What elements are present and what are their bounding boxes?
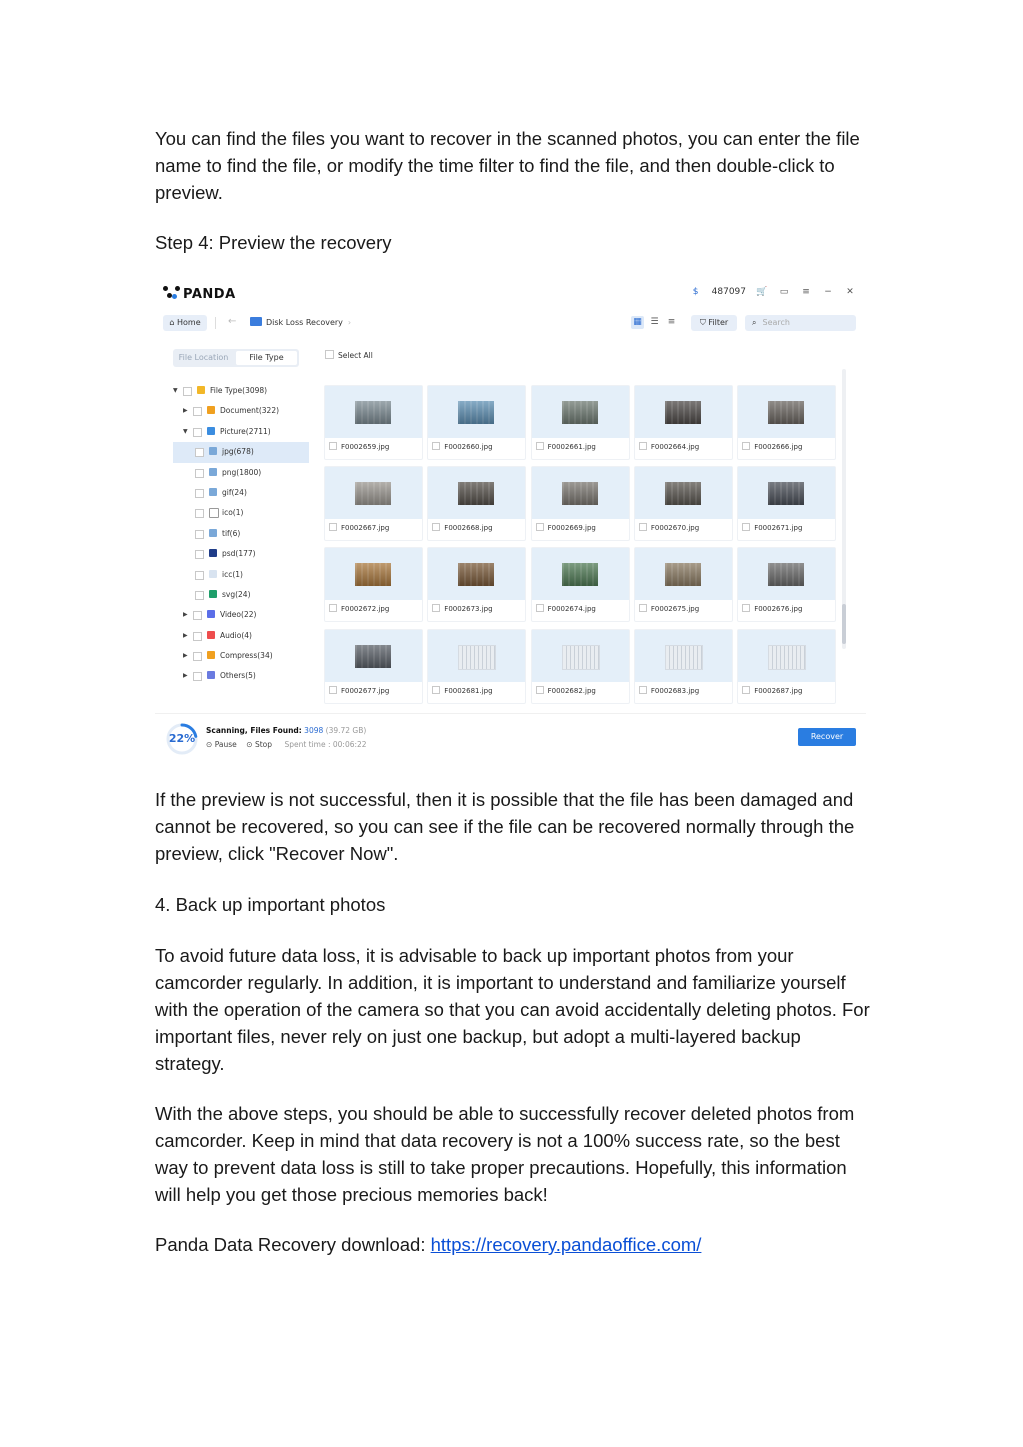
file-checkbox[interactable] (639, 686, 647, 694)
ico-icon (209, 508, 219, 518)
tab-file-type[interactable]: File Type (236, 351, 297, 365)
file-card[interactable] (737, 629, 836, 704)
file-card[interactable] (737, 385, 836, 460)
file-name: F0002674.jpg (536, 604, 596, 613)
photo-preview (665, 645, 703, 670)
tree-item-label: Others(5) (220, 671, 256, 681)
file-card[interactable] (531, 547, 630, 622)
gif-icon (209, 488, 217, 496)
file-checkbox[interactable] (639, 523, 647, 531)
file-name: F0002670.jpg (639, 523, 699, 532)
file-card[interactable] (324, 547, 423, 622)
tree-item-label: svg(24) (222, 589, 251, 599)
file-thumbnail (532, 548, 629, 600)
tree-item[interactable] (173, 666, 309, 686)
filter-label: Filter (708, 318, 729, 327)
photo-preview (768, 563, 804, 586)
file-thumbnail (325, 386, 422, 438)
file-name: F0002666.jpg (742, 442, 802, 451)
file-thumbnail (428, 548, 525, 600)
tree-item-checkbox[interactable] (193, 672, 202, 681)
tree-item-checkbox[interactable] (193, 407, 202, 416)
file-checkbox[interactable] (329, 442, 337, 450)
caret-right-icon[interactable]: ▶ (183, 652, 188, 660)
file-name: F0002664.jpg (639, 442, 699, 451)
file-card[interactable] (427, 466, 526, 541)
file-checkbox[interactable] (536, 442, 544, 450)
file-thumbnail (635, 386, 732, 438)
title-bar-controls (690, 287, 856, 297)
file-thumbnail (325, 548, 422, 600)
list-view-icon[interactable]: ≡ (667, 317, 676, 327)
scrollbar-thumb[interactable] (842, 604, 846, 644)
file-card[interactable] (324, 385, 423, 460)
scan-controls (206, 740, 367, 749)
tree-item-label: Compress(34) (220, 651, 273, 661)
logo-text: PANDA (183, 287, 236, 302)
file-thumbnail (738, 630, 835, 682)
tree-item-label: Picture(2711) (220, 426, 271, 436)
jpg-icon (209, 447, 217, 455)
menu-icon[interactable]: ≡ (802, 287, 810, 297)
tree-item-label: gif(24) (222, 487, 247, 497)
progress-ring (165, 722, 199, 756)
file-checkbox[interactable] (742, 686, 750, 694)
tree-item-label: tif(6) (222, 528, 241, 538)
picture-icon (207, 427, 215, 435)
file-card[interactable] (737, 547, 836, 622)
tree-item-checkbox[interactable] (195, 469, 204, 478)
breadcrumb-label: Disk Loss Recovery (266, 318, 343, 327)
caret-down-icon[interactable]: ▼ (183, 427, 188, 435)
file-name: F0002661.jpg (536, 442, 596, 451)
step4-heading: Step 4: Preview the recovery (155, 232, 392, 253)
tree-item-checkbox[interactable] (195, 509, 204, 518)
audio-icon (207, 631, 215, 639)
file-card[interactable] (531, 385, 630, 460)
tree-item[interactable] (173, 463, 309, 483)
tree-item[interactable] (173, 503, 309, 523)
caret-right-icon[interactable]: ▶ (183, 631, 188, 639)
caret-right-icon[interactable]: ▶ (183, 407, 188, 415)
file-name: F0002675.jpg (639, 604, 699, 613)
tree-item-label: File Type(3098) (210, 386, 268, 395)
stop-label: Stop (254, 740, 273, 749)
title-bar (155, 279, 866, 311)
document-icon (207, 406, 215, 414)
folder-icon (197, 386, 205, 394)
photo-preview (355, 563, 391, 586)
tab-file-location[interactable]: File Location (178, 353, 229, 362)
file-card[interactable] (324, 629, 423, 704)
tree-item-checkbox[interactable] (195, 571, 204, 580)
file-thumbnail (635, 467, 732, 519)
file-thumbnail (428, 386, 525, 438)
breadcrumb[interactable] (250, 317, 351, 327)
file-card[interactable] (737, 466, 836, 541)
file-checkbox[interactable] (639, 604, 647, 612)
file-name: F0002683.jpg (639, 686, 699, 695)
file-thumbnail (738, 467, 835, 519)
grid-view-icon[interactable]: ▦ (631, 316, 644, 329)
tree-item[interactable] (173, 605, 309, 625)
file-checkbox[interactable] (536, 523, 544, 531)
file-name: F0002672.jpg (329, 604, 389, 613)
pause-button[interactable] (206, 740, 237, 749)
tree-item-label: ico(1) (222, 508, 244, 518)
photo-preview (768, 401, 804, 424)
home-button[interactable]: ⌂ Home (163, 315, 207, 331)
panda-logo (163, 286, 236, 302)
recover-button[interactable]: Recover (798, 728, 856, 746)
icc-icon (209, 570, 217, 578)
file-card[interactable] (634, 547, 733, 622)
message-icon[interactable]: ▭ (779, 287, 789, 297)
tree-item[interactable] (173, 524, 309, 544)
file-card[interactable] (324, 466, 423, 541)
intro-paragraph: You can find the files you want to recover in the scanned photos, you can enter the file name to find the file, or modify the time filter to find the file, and then double-click to preview. (155, 128, 860, 203)
app-screenshot (155, 279, 866, 759)
file-checkbox[interactable] (432, 442, 440, 450)
file-checkbox[interactable] (639, 442, 647, 450)
nav-divider (215, 317, 216, 329)
caret-right-icon[interactable]: ▶ (183, 611, 188, 619)
file-checkbox[interactable] (329, 686, 337, 694)
tree-item[interactable] (173, 442, 309, 462)
file-grid-panel (317, 343, 852, 713)
file-name: F0002669.jpg (536, 523, 596, 532)
file-checkbox[interactable] (432, 686, 440, 694)
file-name: F0002673.jpg (432, 604, 492, 613)
file-thumbnail (738, 548, 835, 600)
file-thumbnail (532, 467, 629, 519)
tree-item[interactable] (173, 646, 309, 666)
conclusion-paragraph: With the above steps, you should be able to successfully recover deleted photos from camcorder. Keep in mind that data recovery is not a 100% success rate, so the best way to prevent data loss is still to take proper precautions. Hopefully, this information will help you get those precious memories back! (155, 1103, 855, 1205)
svg-icon (209, 590, 217, 598)
file-thumbnail (635, 548, 732, 600)
photo-preview (355, 401, 391, 424)
search-icon: ⌕ (752, 318, 757, 327)
home-label: Home (177, 318, 201, 327)
file-thumbnail (635, 630, 732, 682)
tree-item-label: png(1800) (222, 467, 262, 477)
photo-preview (562, 401, 598, 424)
sidebar (163, 341, 309, 713)
photo-preview (355, 645, 391, 668)
file-name: F0002660.jpg (432, 442, 492, 451)
backup-paragraph: To avoid future data loss, it is advisable to back up important photos from your camcorder regularly. In addition, it is important to understand and familiarize yourself with the operation of the camera so that you can avoid accidentally deleting photos. For important files, never rely on just one backup, but adopt a multi-layered backup strategy. (155, 945, 870, 1074)
tree-item-checkbox[interactable] (193, 428, 202, 437)
tree-item-label: Audio(4) (220, 630, 252, 640)
tree-item-label: icc(1) (222, 569, 243, 579)
tree-item-label: psd(177) (222, 549, 256, 559)
photo-preview (458, 401, 494, 424)
tif-icon (209, 529, 217, 537)
photo-preview (562, 645, 600, 670)
file-checkbox[interactable] (742, 442, 750, 450)
file-card[interactable] (634, 466, 733, 541)
file-thumbnail (428, 467, 525, 519)
minimize-icon[interactable]: − (824, 287, 832, 297)
tree-item[interactable] (173, 585, 309, 605)
tree-item-checkbox[interactable] (195, 489, 204, 498)
caret-right-icon[interactable]: ▶ (183, 672, 188, 680)
file-thumbnail (738, 386, 835, 438)
filter-button[interactable]: ⛉ Filter (691, 315, 737, 331)
photo-preview (768, 645, 806, 670)
file-checkbox[interactable] (432, 604, 440, 612)
others-icon (207, 671, 215, 679)
tree-item[interactable] (173, 626, 309, 646)
file-card[interactable] (427, 385, 526, 460)
photo-preview (355, 482, 391, 505)
photo-preview (458, 482, 494, 505)
caret-down-icon[interactable]: ▼ (173, 387, 178, 394)
photo-preview (768, 482, 804, 505)
file-thumbnail (428, 630, 525, 682)
tree-item-checkbox[interactable] (195, 550, 204, 559)
psd-icon (209, 549, 217, 557)
sidebar-tabs (173, 349, 299, 367)
file-name: F0002676.jpg (742, 604, 802, 613)
pause-icon: ⊙ (206, 740, 213, 749)
file-name: F0002677.jpg (329, 686, 389, 695)
close-icon[interactable]: ✕ (846, 287, 854, 297)
file-card[interactable] (531, 629, 630, 704)
tree-item[interactable] (173, 565, 309, 585)
search-input[interactable] (745, 315, 856, 331)
file-type-tree (173, 381, 309, 687)
panda-icon (163, 286, 181, 300)
tree-item-checkbox[interactable] (195, 591, 204, 600)
chevron-right-icon: › (347, 318, 352, 327)
photo-preview (562, 563, 598, 586)
file-card[interactable] (531, 466, 630, 541)
scrollbar[interactable] (842, 369, 846, 649)
download-label: Panda Data Recovery download: (155, 1234, 431, 1255)
file-checkbox[interactable] (742, 604, 750, 612)
tree-item-checkbox[interactable] (195, 448, 204, 457)
file-card[interactable] (634, 385, 733, 460)
tree-item[interactable] (173, 422, 309, 442)
file-checkbox[interactable] (536, 686, 544, 694)
file-name: F0002671.jpg (742, 523, 802, 532)
video-icon (207, 610, 215, 618)
scan-status-label: Scanning, Files Found: (206, 726, 302, 735)
file-name: F0002667.jpg (329, 523, 389, 532)
file-name: F0002687.jpg (742, 686, 802, 695)
file-thumbnail (532, 386, 629, 438)
spent-time: Spent time : 00:06:22 (284, 740, 367, 749)
section4-heading: 4. Back up important photos (155, 894, 386, 915)
tree-item-checkbox[interactable] (193, 652, 202, 661)
view-switcher (631, 316, 678, 329)
file-checkbox[interactable] (329, 604, 337, 612)
files-found-size: (39.72 GB) (325, 726, 367, 735)
tree-item[interactable] (173, 401, 309, 421)
download-line (155, 1231, 870, 1258)
tree-item-checkbox[interactable] (193, 632, 202, 641)
back-arrow-icon[interactable]: ← (228, 316, 237, 327)
files-found-count: 3098 (304, 726, 324, 735)
coin-icon: $ (692, 287, 699, 297)
scan-status (206, 726, 366, 735)
scan-footer (155, 713, 866, 759)
file-card[interactable] (427, 547, 526, 622)
file-name: F0002659.jpg (329, 442, 389, 451)
cart-icon[interactable]: 🛒 (756, 287, 768, 297)
file-name: F0002682.jpg (536, 686, 596, 695)
file-thumbnail (532, 630, 629, 682)
photo-preview (458, 563, 494, 586)
tree-item[interactable] (173, 381, 309, 401)
stop-button[interactable] (246, 740, 272, 749)
progress-percent: 22% (168, 732, 196, 745)
photo-preview (665, 482, 701, 505)
detail-view-icon[interactable]: ☰ (650, 317, 659, 327)
tree-item[interactable] (173, 544, 309, 564)
file-thumbnail (325, 467, 422, 519)
photo-preview (562, 482, 598, 505)
tree-item-label: Video(22) (220, 610, 257, 620)
file-card[interactable] (427, 629, 526, 704)
select-all-checkbox[interactable] (325, 350, 334, 359)
coin-count: 487097 (711, 287, 746, 297)
file-thumbnail (325, 630, 422, 682)
tree-item-label: Document(322) (220, 406, 280, 416)
photo-preview (458, 645, 496, 670)
compress-icon (207, 651, 215, 659)
file-name: F0002681.jpg (432, 686, 492, 695)
photo-preview (665, 563, 701, 586)
file-name: F0002668.jpg (432, 523, 492, 532)
file-card[interactable] (634, 629, 733, 704)
preview-note-paragraph: If the preview is not successful, then it is possible that the file has been damaged and cannot be recovered, so you can see if the file can be recovered normally through the preview, click "Recover Now". (155, 789, 855, 864)
file-checkbox[interactable] (432, 523, 440, 531)
stop-icon: ⊙ (246, 740, 253, 749)
tree-item[interactable] (173, 483, 309, 503)
file-checkbox[interactable] (536, 604, 544, 612)
search-placeholder: Search (762, 318, 790, 327)
tree-item-checkbox[interactable] (193, 611, 202, 620)
nav-bar (155, 314, 866, 334)
select-all[interactable] (325, 350, 373, 360)
png-icon (209, 468, 217, 476)
photo-preview (665, 401, 701, 424)
tree-item-label: jpg(678) (222, 447, 254, 457)
disk-icon (250, 317, 262, 326)
tree-item-checkbox[interactable] (195, 530, 204, 539)
file-checkbox[interactable] (742, 523, 750, 531)
download-link[interactable]: https://recovery.pandaoffice.com/ (430, 1234, 702, 1255)
select-all-label: Select All (338, 351, 373, 360)
file-checkbox[interactable] (329, 523, 337, 531)
pause-label: Pause (214, 740, 237, 749)
tree-item-checkbox[interactable] (183, 387, 192, 396)
